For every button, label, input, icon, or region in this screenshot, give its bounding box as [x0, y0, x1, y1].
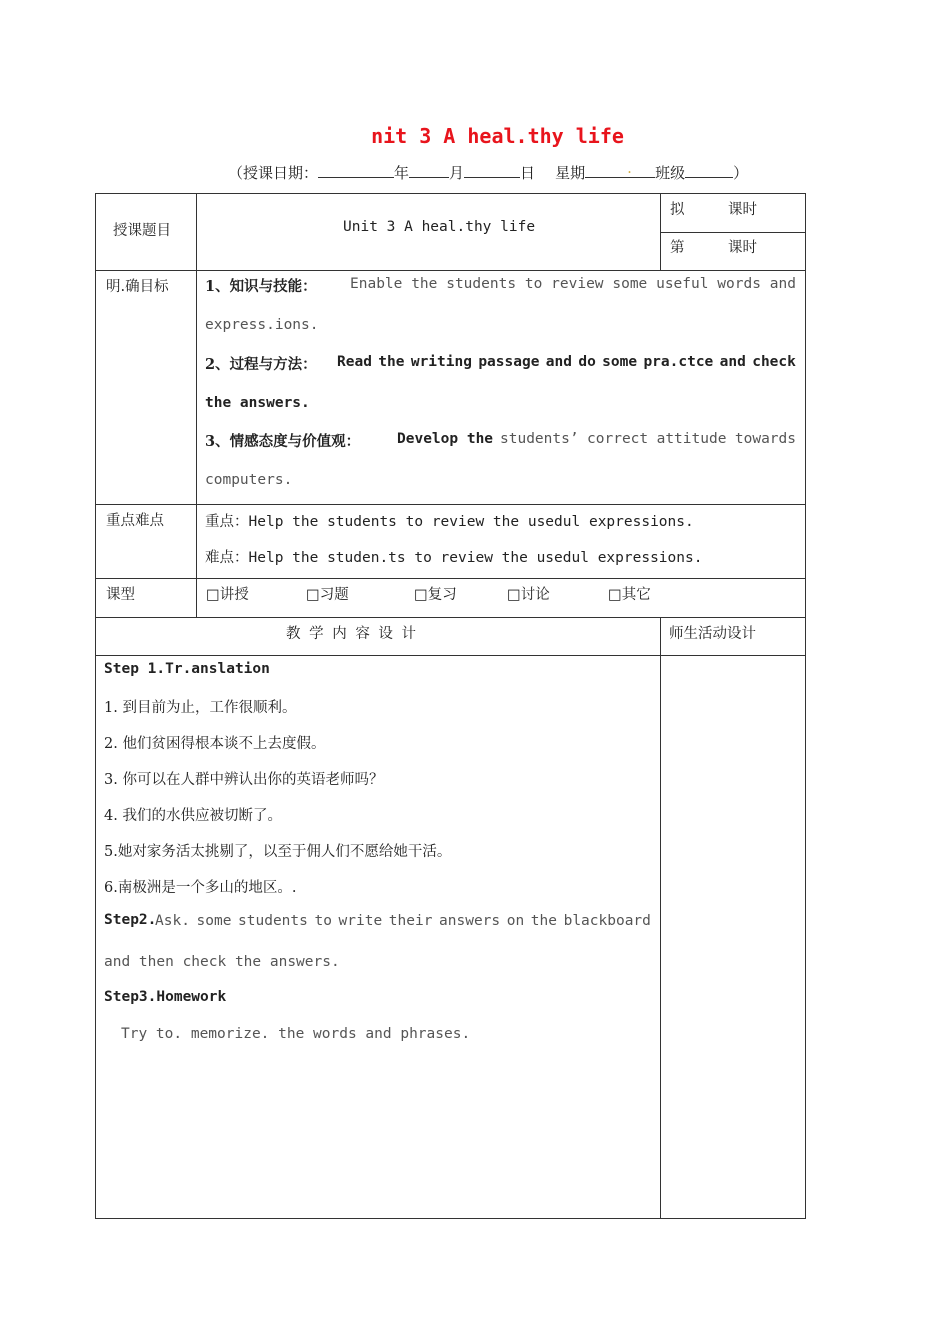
translation-sentence: 5.她对家务活太挑剔了，以至于佣人们不愿给她干活。 — [104, 844, 452, 860]
week-blank[interactable]: . — [585, 163, 655, 178]
date-blank[interactable] — [318, 163, 394, 178]
option-discussion-checkbox[interactable]: □讨论 — [507, 587, 550, 603]
draft-hours-label: 拟 — [670, 202, 685, 218]
date-line — [228, 159, 749, 183]
step1-heading: Step 1.Tr.anslation — [104, 661, 270, 677]
month-label: 月 — [449, 164, 465, 182]
option-review-checkbox[interactable]: □复习 — [414, 587, 457, 603]
objective-2-line-1: Read the writing passage and do some pra.ctce and check — [337, 354, 796, 370]
translation-sentence: 4. 我们的水供应被切断了。 — [104, 808, 282, 824]
date-label: （授课日期： — [228, 164, 319, 182]
content-design-header: 教 学 内 容 设 计 — [286, 626, 419, 642]
objective-1-line-1: Enable the students to review some useful words and — [350, 276, 796, 292]
key-points-label: 重点难点 — [106, 513, 164, 529]
translation-sentence: 3. 你可以在人群中辨认出你的英语老师吗？ — [104, 772, 384, 788]
class-blank[interactable] — [685, 163, 733, 178]
objectives-label: 明.确目标 — [106, 279, 169, 295]
draft-hours-unit: 课时 — [728, 202, 757, 218]
objective-3-line-1: students’ correct attitude towards — [500, 431, 796, 447]
step3-heading: Step3.Homework — [104, 989, 227, 1005]
step2-line-1: Ask. some students to write their answers on the blackboard — [155, 913, 651, 929]
homework-text: Try to. memorize. the words and phrases. — [121, 1026, 471, 1042]
objective-3-bold: Develop the — [397, 431, 494, 447]
option-lecture-checkbox[interactable]: □讲授 — [206, 587, 249, 603]
day-blank[interactable] — [464, 163, 520, 178]
year-label: 年 — [394, 164, 410, 182]
day-label: 日 — [520, 164, 536, 182]
class-label: 班级 — [655, 164, 686, 182]
knowledge-skills-heading: 1、知识与技能： — [205, 278, 317, 295]
lesson-order-label: 第 — [670, 240, 685, 256]
option-exercise-checkbox[interactable]: □习题 — [306, 587, 349, 603]
activity-design-header: 师生活动设计 — [669, 626, 756, 642]
objective-3-line-2: computers. — [205, 472, 293, 488]
lesson-type-heading: 课型 — [106, 587, 135, 603]
close-paren: ） — [733, 164, 749, 182]
week-label: 星期 — [555, 164, 586, 182]
topic-value: Unit 3 A heal.thy life — [343, 219, 536, 235]
objective-2-line-2: the answers. — [205, 395, 310, 411]
key-difficulty: 难点：Help the studen.ts to review the usedul expressions. — [205, 550, 703, 566]
document-title: nit 3 A heal.thy life — [371, 124, 624, 148]
translation-sentence: 1. 到目前为止，工作很顺利。 — [104, 700, 297, 716]
step2-line-2: and then check the answers. — [104, 954, 340, 970]
step2-heading: Step2. — [104, 912, 157, 928]
month-blank[interactable] — [409, 163, 449, 178]
option-other-checkbox[interactable]: □其它 — [608, 587, 651, 603]
lesson-order-unit: 课时 — [728, 240, 757, 256]
attitude-values-heading: 3、情感态度与价值观： — [205, 433, 361, 450]
objective-1-line-2: express.ions. — [205, 317, 319, 333]
activity-design-column[interactable] — [661, 656, 805, 1218]
topic-label: 授课题目 — [113, 223, 171, 239]
translation-sentence: 6.南极洲是一个多山的地区。. — [104, 880, 297, 896]
process-methods-heading: 2、过程与方法： — [205, 356, 317, 373]
key-focus: 重点：Help the students to review the usedul expressions. — [205, 514, 694, 530]
translation-sentence: 2. 他们贫困得根本谈不上去度假。 — [104, 736, 326, 752]
